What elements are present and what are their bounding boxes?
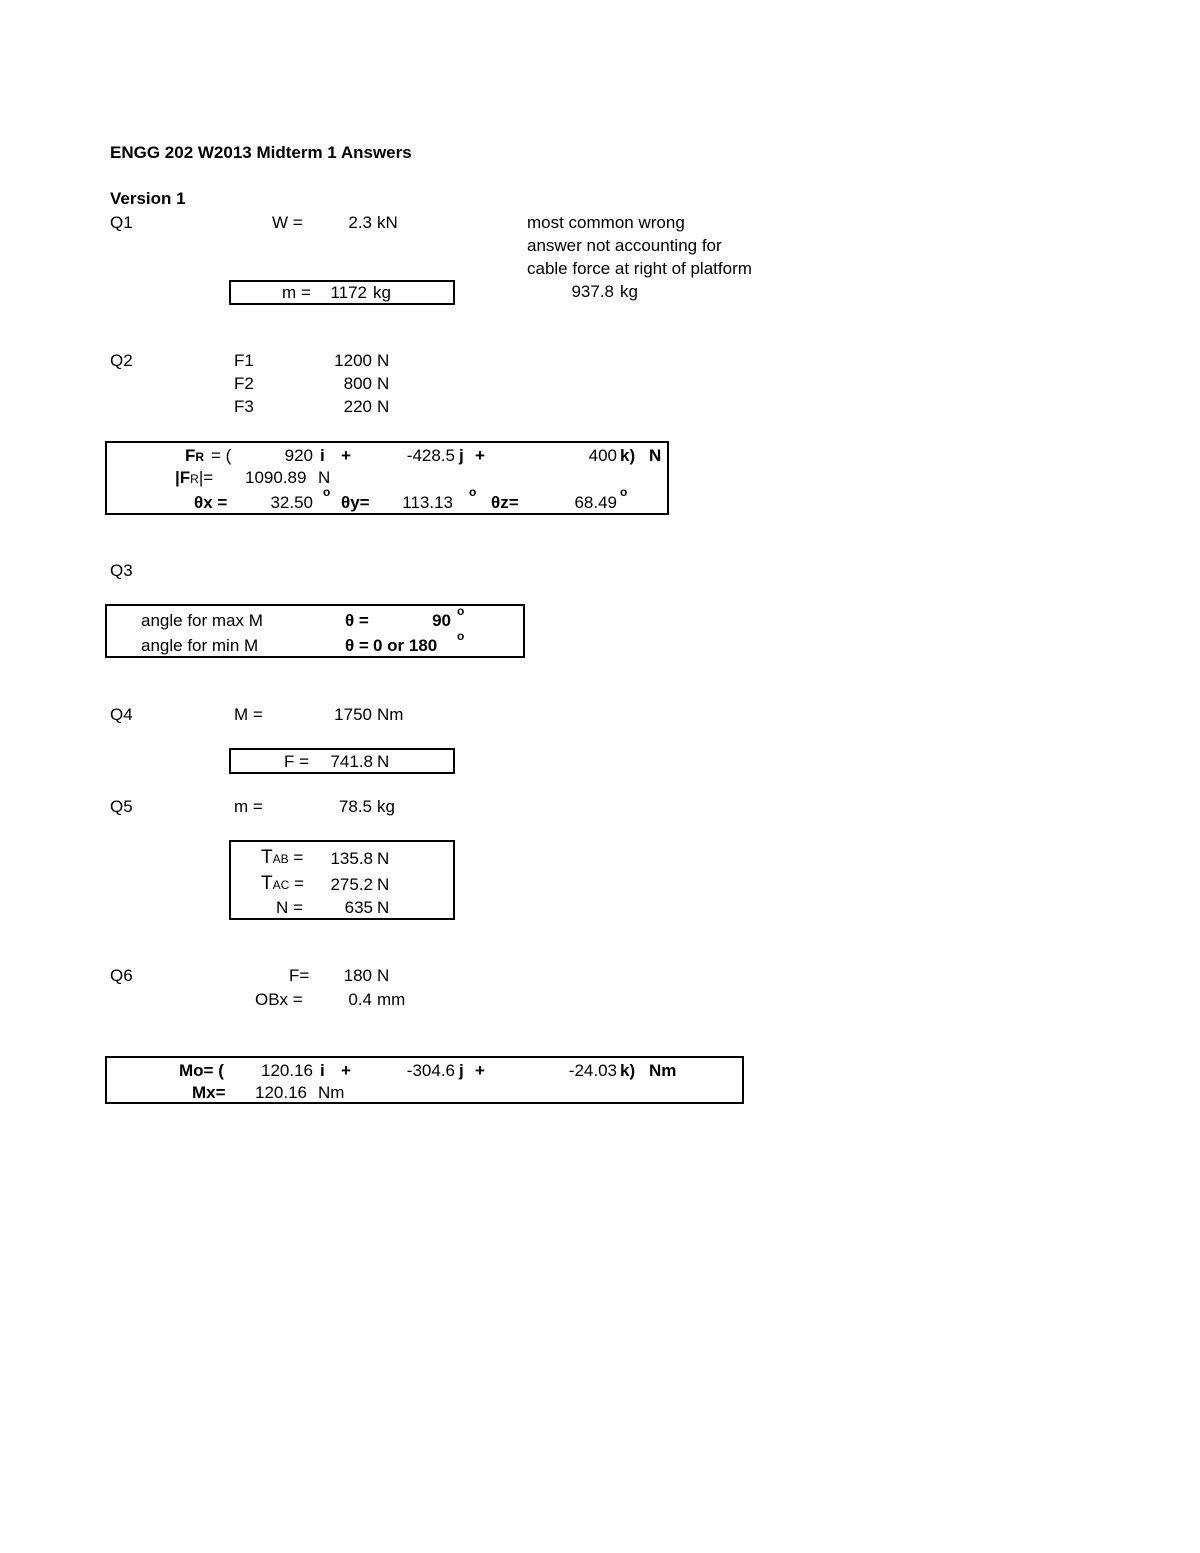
q2-theta-z-label: θz= [491,493,519,512]
q6-mx-unit: Nm [318,1083,345,1102]
q2-i-symbol: i [320,446,325,465]
q3-max-label: angle for max M [141,611,263,630]
q2-theta-x-label: θx = [194,493,228,512]
q5-n-value: 635 [344,898,373,917]
q5-tac-value: 275.2 [330,875,373,894]
q1-note-line-2: answer not accounting for [527,236,722,255]
q6-f-value: 180 [343,966,372,985]
q3-answer-box [105,604,525,658]
q2-theta-z-value: 68.49 [574,493,617,512]
q5-m-unit: kg [377,797,395,816]
q2-magnitude-label: |FR|= [175,468,214,487]
q1-w-label: W = [272,213,303,232]
q6-obx-unit: mm [377,990,406,1009]
q3-max-theta: θ = [345,611,369,630]
q6-mo-k-value: -24.03 [568,1061,617,1080]
q2-plus-2: + [475,446,485,465]
q6-k-symbol: k) [620,1061,636,1080]
q2-force-name-3: F3 [234,397,254,416]
q6-obx-value: 0.4 [348,990,372,1009]
q5-n-unit: N [377,898,390,917]
q4-f-unit: N [377,752,390,771]
q3-min-value: 0 or 180 [373,636,438,655]
q6-mx-value: 120.16 [255,1083,307,1102]
page-title: ENGG 202 W2013 Midterm 1 Answers [110,143,412,162]
q2-force-value-2: 800 [343,374,372,393]
q2-fr-eq: = ( [211,446,232,465]
q1-m-value: 1172 [330,283,367,302]
q4-label: Q4 [110,705,133,724]
q5-tab-unit: N [377,849,390,868]
q1-wrong-unit: kg [620,282,638,301]
q3-min-label: angle for min M [141,636,259,655]
q2-fr-i-value: 920 [284,446,313,465]
q2-plus-1: + [341,446,351,465]
q2-answer-box [105,441,669,515]
q4-m-label: M = [234,705,263,724]
q5-tab-label: TAB = [261,847,304,868]
q6-f-label: F= [289,966,310,985]
q6-i-symbol: i [320,1061,325,1080]
q1-note-line-1: most common wrong [527,213,685,232]
q6-label: Q6 [110,966,133,985]
q1-note-line-3: cable force at right of platform [527,259,752,278]
q6-answer-box [105,1056,744,1104]
q2-k-symbol: k) [620,446,636,465]
q5-tac-label: TAC = [261,873,304,894]
q1-w-value: 2.3 [348,213,372,232]
q2-fr-label: FR [185,446,205,465]
q4-answer-box [229,748,455,774]
q2-force-name-1: F1 [234,351,254,370]
version-label: Version 1 [110,189,186,208]
q4-m-value: 1750 [334,705,372,724]
q2-theta-y-degree: o [469,485,477,499]
q5-n-label: N = [276,898,303,917]
q2-force-value-1: 1200 [334,351,372,370]
q5-tac-unit: N [377,875,390,894]
q2-j-symbol: j [459,446,464,465]
q6-mo-i-value: 120.16 [261,1061,313,1080]
q1-wrong-value: 937.8 [571,282,614,301]
q5-m-value: 78.5 [338,797,372,816]
q6-plus-2: + [475,1061,485,1080]
q2-theta-x-value: 32.50 [270,493,313,512]
q4-f-value: 741.8 [330,752,373,771]
q3-max-value: 90 [432,611,451,630]
q2-fr-k-value: 400 [588,446,617,465]
q2-force-unit-2: N [377,374,390,393]
q1-m-unit: kg [373,283,391,302]
q6-plus-1: + [341,1061,351,1080]
q2-force-name-2: F2 [234,374,254,393]
q6-f-unit: N [377,966,390,985]
q2-force-unit-3: N [377,397,390,416]
q6-obx-label: OBx = [255,990,303,1009]
q6-mo-unit: Nm [649,1061,677,1080]
q3-max-degree: o [457,604,465,618]
q5-m-label: m = [234,797,263,816]
q4-f-label: F = [284,752,310,771]
q5-tab-value: 135.8 [330,849,373,868]
q2-magnitude-unit: N [318,468,331,487]
q2-theta-z-degree: o [620,485,628,499]
q2-theta-y-value: 113.13 [402,493,453,512]
q3-label: Q3 [110,561,133,580]
q2-theta-y-label: θy= [341,493,370,512]
q2-label: Q2 [110,351,133,370]
q2-magnitude-value: 1090.89 [245,468,307,487]
q1-label: Q1 [110,213,133,232]
q1-m-label: m = [282,283,311,302]
q5-answer-box [229,840,455,920]
q2-theta-x-degree: o [323,485,331,499]
q3-min-degree: o [457,629,465,643]
q2-force-value-3: 220 [343,397,372,416]
q1-w-unit: kN [377,213,398,232]
q2-fr-j-value: -428.5 [406,446,455,465]
q6-mx-label: Mx= [192,1083,226,1102]
q6-mo-j-value: -304.6 [406,1061,455,1080]
q4-m-unit: Nm [377,705,404,724]
q5-label: Q5 [110,797,133,816]
q1-answer-box [229,280,455,305]
q2-fr-unit: N [649,446,662,465]
q3-min-theta: θ = [345,636,369,655]
q6-j-symbol: j [459,1061,464,1080]
q6-mo-label: Mo= ( [179,1061,224,1080]
q2-force-unit-1: N [377,351,390,370]
